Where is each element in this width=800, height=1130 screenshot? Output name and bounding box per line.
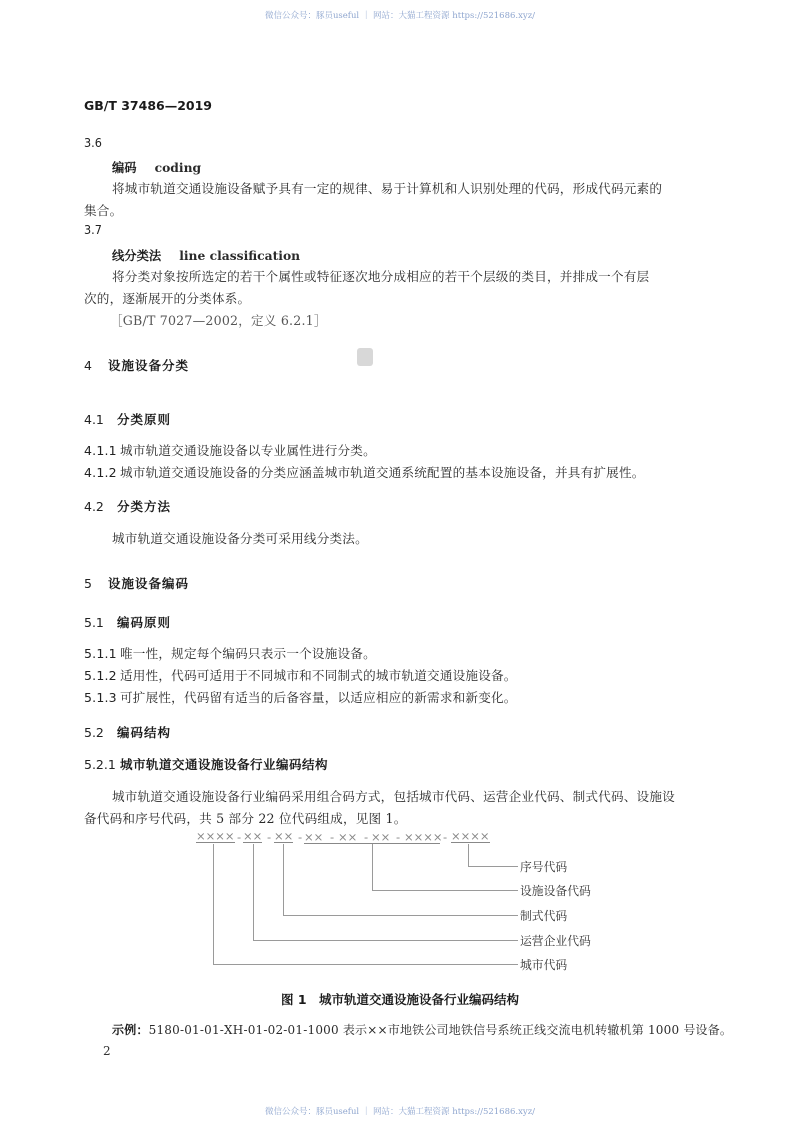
code-segment-equipment-4: ×××× bbox=[404, 830, 443, 844]
clause-5-1-2 bbox=[84, 665, 517, 684]
clause-text: 唯一性，规定每个编码只表示一个设施设备。 bbox=[120, 646, 376, 661]
section-number: 4.2 bbox=[84, 499, 104, 514]
paragraph-line: 备代码和序号代码，共 5 部分 22 位代码组成，见图 1。 bbox=[84, 811, 407, 826]
definition-line: 集合。 bbox=[84, 203, 123, 218]
code-segment-operator: ×× bbox=[243, 829, 263, 843]
watermark-bottom: 微信公众号：豚员useful ｜ 网站：大猫工程资源 https://521686.xyz/ bbox=[264, 1107, 536, 1117]
grey-square-artifact bbox=[357, 348, 373, 366]
section-4-heading bbox=[84, 355, 189, 374]
section-title: 编码原则 bbox=[117, 615, 172, 630]
definition-line: 将城市轨道交通设施设备赋予具有一定的规律、易于计算机和人识别处理的代码，形成代码元素的 bbox=[112, 181, 663, 196]
clause-4-1-2 bbox=[84, 462, 645, 481]
label-equipment-code: 设施设备代码 bbox=[520, 884, 591, 898]
code-segment-city: ×××× bbox=[196, 829, 235, 843]
label-system-code: 制式代码 bbox=[520, 909, 568, 923]
section-title: 城市轨道交通设施设备行业编码结构 bbox=[120, 757, 329, 772]
code-separator: - bbox=[330, 830, 335, 844]
label-serial-code: 序号代码 bbox=[520, 860, 568, 874]
code-separator: - bbox=[443, 830, 448, 844]
section-5-heading bbox=[84, 573, 189, 592]
code-segment-equipment-1: ×× bbox=[304, 830, 324, 844]
section-title: 分类方法 bbox=[117, 499, 172, 514]
clause-5-1-3 bbox=[84, 687, 517, 706]
term-number-3-7: 3.7 bbox=[84, 222, 102, 237]
term-source: ［GB/T 7027—2002，定义 6.2.1］ bbox=[110, 313, 327, 328]
section-title: 编码结构 bbox=[117, 725, 172, 740]
clause-5-1-1 bbox=[84, 643, 376, 662]
paragraph-4-2: 城市轨道交通设施设备分类可采用线分类法。 bbox=[112, 531, 368, 546]
connector-line bbox=[372, 890, 518, 891]
paragraph-line: 城市轨道交通设施设备行业编码采用组合码方式，包括城市代码、运营企业代码、制式代码、设施设 bbox=[112, 789, 675, 804]
example-label: 示例： bbox=[112, 1023, 149, 1037]
code-segment-serial: ×××× bbox=[451, 829, 490, 843]
connector-line bbox=[468, 866, 518, 867]
standard-number: GB/T 37486—2019 bbox=[84, 98, 213, 113]
clause-4-1-1 bbox=[84, 440, 376, 459]
connector-line bbox=[372, 844, 373, 890]
code-separator: - bbox=[364, 830, 369, 844]
term-heading-line-classification bbox=[112, 245, 300, 264]
code-separator: - bbox=[237, 830, 242, 844]
clause-text: 城市轨道交通设施设备以专业属性进行分类。 bbox=[120, 443, 376, 458]
code-separator: - bbox=[267, 830, 272, 844]
example-text: 5180-01-01-XH-01-02-01-1000 表示××市地铁公司地铁信号系统正线交流电机转辙机第 1000 号设备。 bbox=[148, 1023, 733, 1037]
term-en: line classification bbox=[179, 248, 301, 263]
clause-number: 4.1.1 bbox=[84, 443, 117, 458]
connector-line bbox=[283, 844, 284, 915]
connector-line bbox=[468, 844, 469, 866]
connector-line bbox=[213, 844, 214, 964]
clause-number: 4.1.2 bbox=[84, 465, 117, 480]
clause-number: 5.1.2 bbox=[84, 668, 117, 683]
example bbox=[112, 1021, 732, 1038]
connector-line bbox=[213, 964, 518, 965]
connector-line bbox=[253, 844, 254, 940]
connector-line bbox=[283, 915, 518, 916]
clause-text: 适用性，代码可适用于不同城市和不同制式的城市轨道交通设施设备。 bbox=[120, 668, 517, 683]
section-number: 5.1 bbox=[84, 615, 104, 630]
section-number: 5 bbox=[84, 576, 92, 591]
figure-caption: 图 1 城市轨道交通设施设备行业编码结构 bbox=[280, 992, 520, 1007]
connector-line bbox=[253, 940, 518, 941]
section-title: 分类原则 bbox=[117, 412, 172, 427]
section-number: 4 bbox=[84, 358, 92, 373]
term-number-3-6: 3.6 bbox=[84, 135, 102, 150]
page-number: 2 bbox=[103, 1044, 111, 1058]
clause-number: 5.1.3 bbox=[84, 690, 117, 705]
section-4-1-heading bbox=[84, 409, 171, 428]
code-separator: - bbox=[298, 830, 303, 844]
code-segment-equipment-2: ×× bbox=[338, 830, 358, 844]
section-title: 设施设备编码 bbox=[108, 576, 190, 591]
clause-text: 可扩展性，代码留有适当的后备容量，以适应相应的新需求和新变化。 bbox=[120, 690, 517, 705]
definition-line: 次的，逐渐展开的分类体系。 bbox=[84, 291, 251, 306]
definition-line: 将分类对象按所选定的若干个属性或特征逐次地分成相应的若干个层级的类目，并排成一个有层 bbox=[112, 269, 650, 284]
section-5-1-heading bbox=[84, 612, 171, 631]
code-separator: - bbox=[396, 830, 401, 844]
term-cn: 线分类法 bbox=[112, 249, 162, 263]
section-number: 4.1 bbox=[84, 412, 104, 427]
clause-text: 城市轨道交通设施设备的分类应涵盖城市轨道交通系统配置的基本设施设备，并具有扩展性。 bbox=[120, 465, 645, 480]
clause-number: 5.1.1 bbox=[84, 646, 117, 661]
section-5-2-1-heading bbox=[84, 754, 328, 773]
section-title: 设施设备分类 bbox=[108, 358, 190, 373]
label-city-code: 城市代码 bbox=[520, 958, 568, 972]
term-en: coding bbox=[154, 160, 202, 175]
section-number: 5.2.1 bbox=[84, 757, 116, 772]
section-number: 5.2 bbox=[84, 725, 104, 740]
term-cn: 编码 bbox=[112, 161, 137, 175]
code-segment-system: ×× bbox=[274, 829, 294, 843]
term-heading-coding bbox=[112, 157, 201, 176]
section-4-2-heading bbox=[84, 496, 171, 515]
label-operator-code: 运营企业代码 bbox=[520, 934, 591, 948]
section-5-2-heading bbox=[84, 722, 171, 741]
watermark-top: 微信公众号：豚员useful ｜ 网站：大猫工程资源 https://521686.xyz/ bbox=[264, 11, 536, 21]
code-segment-equipment-3: ×× bbox=[371, 830, 391, 844]
